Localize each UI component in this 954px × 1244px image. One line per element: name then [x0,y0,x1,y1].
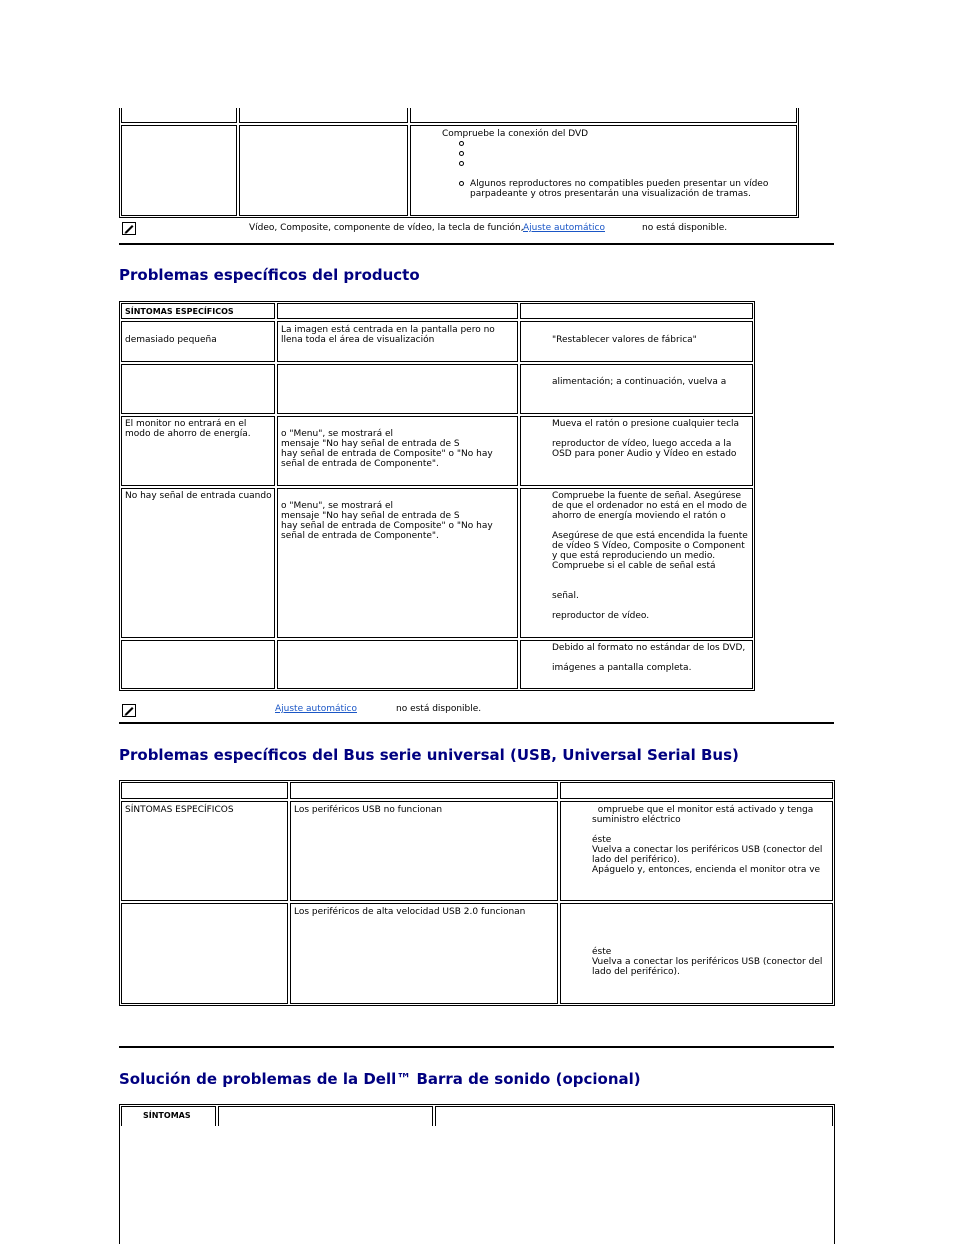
usb-header-c2 [290,782,558,799]
ajuste-automatico-link[interactable]: Ajuste automático [523,223,605,233]
product-r5-solution: Debido al formato no estándar de los DVD, imágenes a pantalla completa. [552,643,746,673]
usb-header-c3 [560,782,833,799]
usb-r2-c2 [290,903,558,1004]
product-r5-c1 [121,640,275,689]
bullet-circle-icon [459,151,464,156]
top-row1-c2 [239,108,408,123]
product-r2-c3 [520,364,753,414]
product-header-col1: SÍNTOMAS ESPECÍFICOS [125,307,234,316]
top-note-text: Vídeo, Composite, componente de vídeo, la tecla de función, [249,223,524,233]
usb-r2-c1 [121,903,288,1004]
product-header-c3 [520,303,753,319]
top-note-after: no está disponible. [642,223,728,233]
section-title-soundbar: Solución de problemas de la Dell™ Barra de sonido (opcional) [119,1070,641,1088]
dvd-intro: Compruebe la conexión del DVD [442,129,589,139]
bullet-circle-icon [459,181,464,186]
dvd-last-bullet: Algunos reproductores no compatibles pueden presentar un vídeo parpadeante y otros presentarán una visualización de tramas. [470,179,769,199]
top-row1-c3 [410,108,797,123]
product-r4-desc: o "Menu", se mostrará el mensaje "No hay señal de entrada de S hay señal de entrada de Composite" o "No hay señal de entrada de Componente". [281,501,493,541]
soundbar-header-col1: SÍNTOMAS [143,1111,191,1120]
top-row2-c2 [239,125,408,216]
product-header-c2 [277,303,518,319]
divider [119,243,834,245]
usb-r1-c2 [290,801,558,901]
product-r1-solution: "Restablecer valores de fábrica" [552,335,697,345]
product-r2-c2 [277,364,518,414]
product-r5-c2 [277,640,518,689]
product-note-after: no está disponible. [396,704,482,714]
usb-r1-solution: ompruebe que el monitor está activado y tenga suministro eléctrico éste Vuelva a conectar los periféricos USB (conector del lado del periférico). Apáguelo y, entonces, encienda el monitor otra ve [592,805,823,875]
soundbar-header-c2 [218,1106,433,1126]
product-r4-symptom: No hay señal de entrada cuando [125,491,272,501]
usb-header-c1 [121,782,288,799]
product-r3-solution: Mueva el ratón o presione cualquier tecla reproductor de vídeo, luego acceda a la OSD para poner Audio y Vídeo en estado [552,419,740,459]
product-r1-desc: La imagen está centrada en la pantalla pero no llena toda el área de visualización [281,325,495,345]
section-title-product: Problemas específicos del producto [119,266,420,284]
product-r3-symptom: El monitor no entrará en el modo de ahorro de energía. [125,419,251,439]
usb-r1-desc: Los periféricos USB no funcionan [294,805,443,815]
bullet-circle-icon [459,161,464,166]
product-r2-solution: alimentación; a continuación, vuelva a [552,377,727,387]
top-row1-c1 [121,108,237,123]
usb-r1-symptom: SÍNTOMAS ESPECÍFICOS [125,805,234,815]
product-r3-desc: o "Menu", se mostrará el mensaje "No hay señal de entrada de S hay señal de entrada de Composite" o "No hay señal de entrada de Componente". [281,429,493,469]
usb-r2-desc: Los periféricos de alta velocidad USB 2.0 funcionan [294,907,526,917]
divider [119,722,834,724]
note-icon [122,222,136,235]
top-row2-c1 [121,125,237,216]
section-title-usb: Problemas específicos del Bus serie universal (USB, Universal Serial Bus) [119,746,739,764]
ajuste-automatico-link[interactable]: Ajuste automático [275,704,357,714]
usb-r2-solution: éste Vuelva a conectar los periféricos USB (conector del lado del periférico). [592,947,823,977]
product-r4-solution: Compruebe la fuente de señal. Asegúrese de que el ordenador no está en el modo de ahorro de energía moviendo el ratón o Asegúrese de que está encendida la fuente de vídeo S Vídeo, Composite o Component y que está reproduciendo un medio. Compruebe si el cable de señal está señal. reproductor de vídeo. [552,491,748,621]
product-r1-symptom: demasiado pequeña [125,335,217,345]
soundbar-header-c3 [435,1106,833,1126]
bullet-circle-icon [459,141,464,146]
product-r4-c1 [121,488,275,638]
usb-r1-c1 [121,801,288,901]
divider [119,1046,834,1048]
product-r2-c1 [121,364,275,414]
note-icon [122,704,136,717]
